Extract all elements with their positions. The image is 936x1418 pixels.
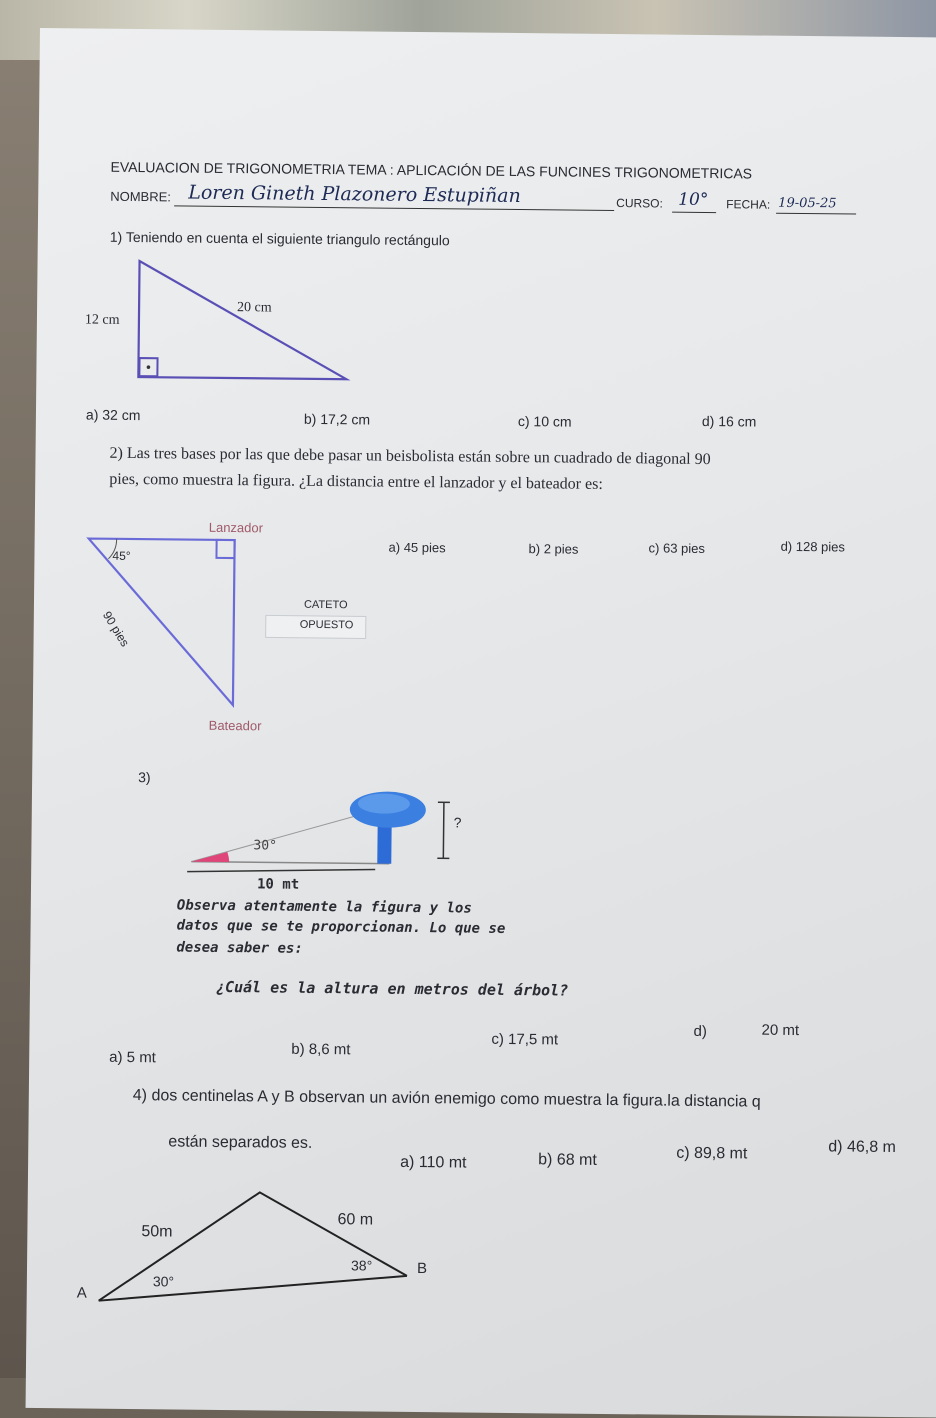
q1-option-a: a) 32 cm — [86, 407, 141, 424]
q4-option-b: b) 68 mt — [538, 1151, 597, 1170]
q2-option-d: d) 128 pies — [781, 539, 845, 555]
fecha-value: 19-05-25 — [778, 196, 837, 212]
q3-option-b: b) 8,6 mt — [291, 1041, 350, 1059]
q3-option-a: a) 5 mt — [109, 1049, 156, 1066]
q4-left-side: 50m — [141, 1223, 172, 1241]
fecha-label: FECHA: — [726, 197, 770, 211]
q3-unknown-label: ? — [454, 814, 462, 830]
curso-underline — [672, 212, 716, 213]
q3-option-c: c) 17,5 mt — [491, 1031, 558, 1049]
q3-number: 3) — [138, 769, 151, 785]
q2-option-a: a) 45 pies — [389, 540, 446, 556]
q2-option-c: c) 63 pies — [649, 540, 706, 556]
q4-angle-a: 30° — [153, 1273, 174, 1289]
q2-hyp-label: 90 pies — [100, 609, 132, 649]
nombre-underline — [174, 205, 614, 211]
nombre-label: NOMBRE: — [110, 189, 171, 205]
q2-note-cateto: CATETO — [304, 599, 348, 611]
exam-sheet — [26, 28, 936, 1418]
q2-angle: 45° — [112, 549, 130, 563]
q3-text-line3: desea saber es: — [176, 939, 303, 956]
q2-prompt-line2: pies, como muestra la figura. ¿La distancia entre el lanzador y el bateador es: — [109, 471, 603, 494]
q4-option-c: c) 89,8 mt — [676, 1145, 747, 1164]
q1-option-b: b) 17,2 cm — [304, 411, 370, 428]
q4-prompt-line1: 4) dos centinelas A y B observan un avión enemigo como muestra la figura.la distancia q — [133, 1087, 761, 1112]
q1-option-d: d) 16 cm — [702, 413, 757, 430]
q2-bottom-label: Bateador — [209, 718, 262, 734]
q2-option-b: b) 2 pies — [528, 541, 578, 557]
q4-triangle-figure — [40, 28, 50, 38]
q2-note-opuesto: OPUESTO — [300, 619, 354, 632]
q2-prompt-line1: 2) Las tres bases por las que debe pasar un beisbolista están sobre un cuadrado de diagonal 90 — [109, 445, 710, 469]
q3-angle-label: 30° — [253, 838, 277, 853]
q3-base-label: 10 mt — [257, 876, 299, 892]
nombre-value: Loren Gineth Plazonero Estupiñan — [188, 182, 521, 207]
exam-title: EVALUACION DE TRIGONOMETRIA TEMA : APLICACIÓN DE LAS FUNCINES TRIGONOMETRICAS — [110, 159, 752, 182]
q4-point-b: B — [417, 1260, 427, 1277]
fecha-underline — [776, 213, 856, 215]
q4-right-side: 60 m — [337, 1211, 373, 1229]
q4-prompt-line2: están separados es. — [168, 1133, 312, 1153]
q3-option-d-value: 20 mt — [761, 1022, 799, 1039]
q1-hypotenuse: 20 cm — [237, 300, 272, 316]
q1-side-left: 12 cm — [85, 312, 120, 328]
q4-option-a: a) 110 mt — [400, 1154, 467, 1173]
q4-point-a: A — [77, 1284, 87, 1301]
q4-option-d: d) 46,8 m — [828, 1138, 896, 1157]
q2-top-label: Lanzador — [209, 520, 263, 536]
q1-option-c: c) 10 cm — [518, 413, 572, 430]
q1-prompt: 1) Teniendo en cuenta el siguiente triangulo rectángulo — [110, 229, 450, 249]
curso-value: 10° — [678, 190, 708, 210]
q4-angle-b: 38° — [351, 1257, 372, 1273]
q3-question: ¿Cuál es la altura en metros del árbol? — [216, 978, 568, 1000]
q3-option-d: d) — [693, 1023, 707, 1040]
q3-text-line1: Observa atentamente la figura y los — [177, 897, 472, 916]
curso-label: CURSO: — [616, 196, 663, 210]
q3-text-line2: datos que se te proporcionan. Lo que se — [177, 917, 506, 936]
